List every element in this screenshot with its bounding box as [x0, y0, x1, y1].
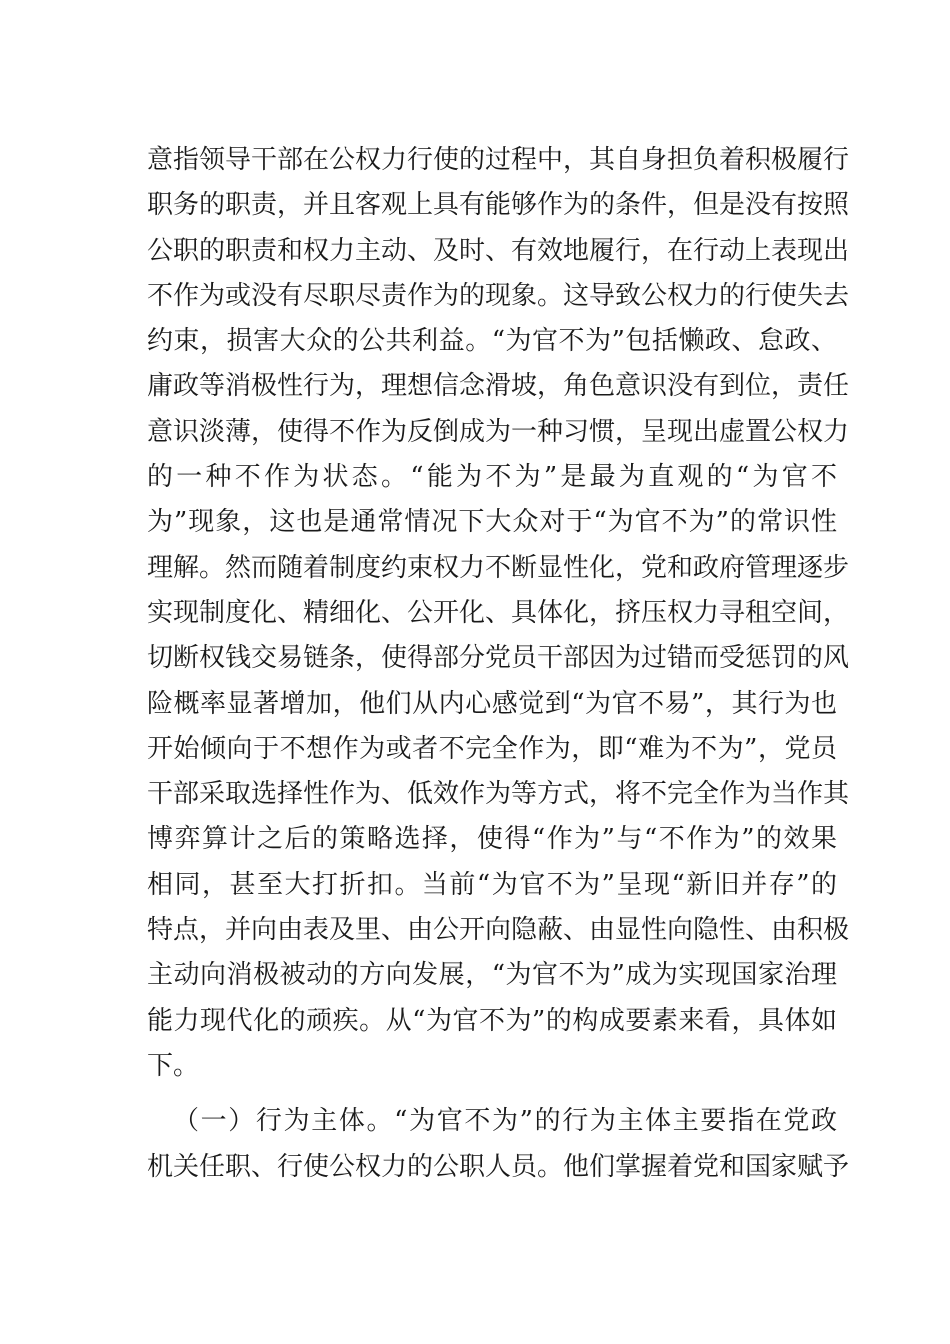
- paragraph-1: [147, 138, 850, 1089]
- paragraph-spacer: [147, 1089, 837, 1099]
- paragraph-2: [147, 1099, 850, 1190]
- text-line: 博弈算计之后的策略选择，使得“作为”与“不作为”的效果: [147, 824, 837, 855]
- text-line: 的一种不作为状态。“能为不为”是最为直观的“为官不: [147, 462, 837, 493]
- text-line: 意指领导干部在公权力行使的过程中，其自身担负着积极履行: [147, 145, 850, 175]
- text-line: （一）行为主体。“为官不为”的行为主体主要指在党政: [173, 1106, 837, 1137]
- text-line: 开始倾向于不想作为或者不完全作为，即“难为不为”，党员: [147, 733, 837, 764]
- text-line: 意识淡薄，使得不作为反倒成为一种习惯，呈现出虚置公权力: [147, 416, 850, 447]
- body-text: [147, 138, 850, 1190]
- text-line: 职务的职责，并且客观上具有能够作为的条件，但是没有按照: [147, 190, 850, 221]
- text-line: 实现制度化、精细化、公开化、具体化，挤压权力寻租空间，: [147, 597, 850, 628]
- text-line: 下。: [147, 1050, 200, 1081]
- text-line: 公职的职责和权力主动、及时、有效地履行，在行动上表现出: [147, 235, 850, 266]
- text-line: 不作为或没有尽职尽责作为的现象。这导致公权力的行使失去: [147, 280, 850, 311]
- text-line: 庸政等消极性行为，理想信念滑坡，角色意识没有到位，责任: [147, 371, 850, 402]
- text-line: 特点，并向由表及里、由公开向隐蔽、由显性向隐性、由积极: [147, 915, 850, 946]
- text-line: 约束，损害大众的公共利益。“为官不为”包括懒政、怠政、: [147, 326, 837, 357]
- text-line: 干部采取选择性作为、低效作为等方式，将不完全作为当作其: [147, 779, 850, 810]
- text-line: 相同，甚至大打折扣。当前“为官不为”呈现“新旧并存”的: [147, 869, 837, 900]
- text-line: 险概率显著增加，他们从内心感觉到“为官不易”，其行为也: [147, 688, 837, 719]
- text-line: 理解。然而随着制度约束权力不断显性化，党和政府管理逐步: [147, 552, 850, 583]
- text-line: 机关任职、行使公权力的公职人员。他们掌握着党和国家赋予: [147, 1151, 850, 1182]
- text-line: 能力现代化的顽疾。从“为官不为”的构成要素来看，具体如: [147, 1005, 837, 1036]
- text-line: 为”现象，这也是通常情况下大众对于“为官不为”的常识性: [147, 507, 837, 538]
- text-line: 切断权钱交易链条，使得部分党员干部因为过错而受惩罚的风: [147, 643, 850, 674]
- text-line: 主动向消极被动的方向发展，“为官不为”成为实现国家治理: [147, 960, 837, 991]
